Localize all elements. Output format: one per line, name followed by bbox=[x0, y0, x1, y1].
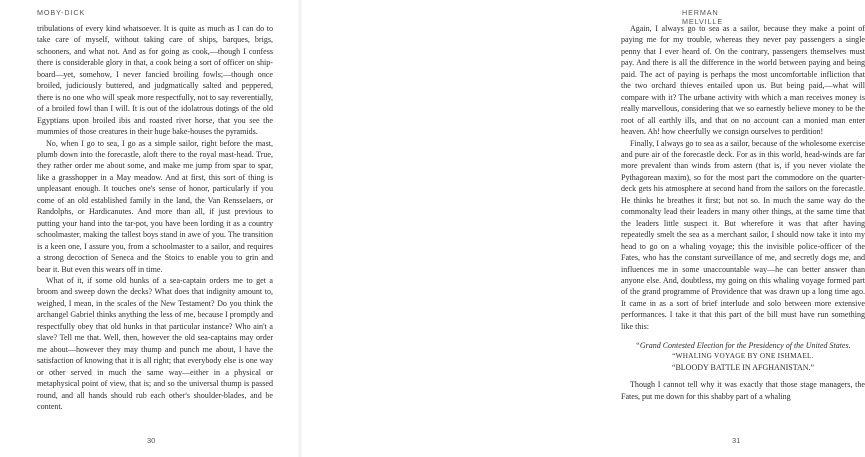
running-header-right: HERMAN MELVILLE bbox=[682, 8, 724, 26]
running-header-left: MOBY-DICK bbox=[37, 8, 86, 17]
paragraph: Finally, I always go to sea as a sailor, because of the wholesome exercise and pure air of the forecastle deck. For as in this world, head-winds are far more prevalent than winds from astern (that is, if you never violate the Pythagorean maxim), so for the most part the commodore on the quarter-deck gets his atmosphere at second hand from the sailors on the forecastle. He thinks he breathes it first; but not so. In much the same way do the commonalty lead their leaders in many other things, at the same time that the leaders little suspect it. But wherefore it was that after having repeatedly smelt the sea as a merchant sailor, I should now take it into my head to go on a whaling voyage; this the invisible police-officer of the Fates, who has the constant surveillance of me, and secretly dogs me, and influences me in some unaccountable way—he can better answer than anyone else. And, doubtless, my going on this whaling voyage formed part of the grand programme of Providence that was drawn up a long time ago. It came in as a sort of brief interlude and solo between more extensive performances. I take it that this part of the bill must have run something like this: bbox=[621, 138, 865, 331]
page-number-right: 31 bbox=[732, 436, 741, 445]
right-page bbox=[300, 0, 865, 457]
paragraph: Though I cannot tell why it was exactly that those stage managers, the Fates, put me down for this shabby part of a whaling bbox=[621, 380, 865, 401]
quote-line: “Grand Contested Election for the Presidency of the United States. bbox=[635, 341, 851, 351]
quote-line: “WHALING VOYAGE BY ONE ISHMAEL. bbox=[672, 352, 814, 361]
paragraph: tribulations of every kind whatsoever. It is quite as much as I can do to take care of myself, without taking care of ships, barques, brigs, schooners, and what not. And as for going as cook,—though I confess there is considerable glory in that, a cook being a sort of officer on ship-board—yet, somehow, I never fancied broiling fowls;—though once broiled, judiciously buttered, and judgmatically salted and peppered, there is no one who will speak more respectfully, not to say reverentially, of a broiled fowl than I will. It is out of the idolatrous dotings of the old Egyptians upon broiled ibis and roasted river horse, that you see the mummies of those creatures in their huge bake-houses the pyramids. bbox=[37, 24, 273, 137]
paragraph: No, when I go to sea, I go as a simple sailor, right before the mast, plumb down into the forecastle, aloft there to the royal mast-head. True, they rather order me about some, and make me jump from spar to spar, like a grasshopper in a May meadow. And at first, this sort of thing is unpleasant enough. It touches one's sense of honor, particularly if you come of an old established family in the land, the Van Rensselaers, or Randolphs, or Hardicanutes. And more than all, if just previous to putting your hand into the tar-pot, you have been lording it as a country schoolmaster, making the tallest boys stand in awe of you. The transition is a keen one, I assure you, from a schoolmaster to a sailor, and requires a strong decoction of Seneca and the Stoics to enable you to grin and bear it. But even this wears off in time. bbox=[37, 138, 273, 274]
left-page bbox=[0, 0, 300, 457]
right-page-body bbox=[621, 23, 865, 402]
page-number-left: 30 bbox=[147, 436, 156, 445]
paragraph: Again, I always go to sea as a sailor, because they make a point of paying me for my trouble, whereas they never pay passengers a single penny that I ever heard of. On the contrary, passengers themselves must pay. And there is all the difference in the world between paying and being paid. The act of paying is perhaps the most uncomfortable infliction that the two orchard thieves entailed upon us. But being paid,—what will compare with it? The urbane activity with which a man receives money is really marvellous, considering that we so earnestly believe money to be the root of all earthly ills, and that on no account can a monied man enter heaven. Ah! how cheerfully we consign ourselves to perdition! bbox=[621, 24, 865, 137]
quote-line: “BLOODY BATTLE IN AFGHANISTAN.” bbox=[671, 363, 815, 373]
left-page-body bbox=[37, 23, 273, 412]
paragraph: What of it, if some old hunks of a sea-captain orders me to get a broom and sweep down the decks? What does that indignity amount to, weighed, I mean, in the scales of the New Testament? Do you think the archangel Gabriel thinks anything the less of me, because I promptly and respectfully obey that old hunks in that particular instance? Who ain't a slave? Tell me that. Well, then, however the old sea-captains may order me about—however they may thump and punch me about, I have the satisfaction of knowing that it is all right; that everybody else is one way or other served in much the same way—either in a physical or metaphysical point of view, that is; and so the universal thump is passed round, and all hands should rub each other's shoulder-blades, and be content. bbox=[37, 275, 273, 411]
playbill-quote bbox=[621, 340, 865, 373]
